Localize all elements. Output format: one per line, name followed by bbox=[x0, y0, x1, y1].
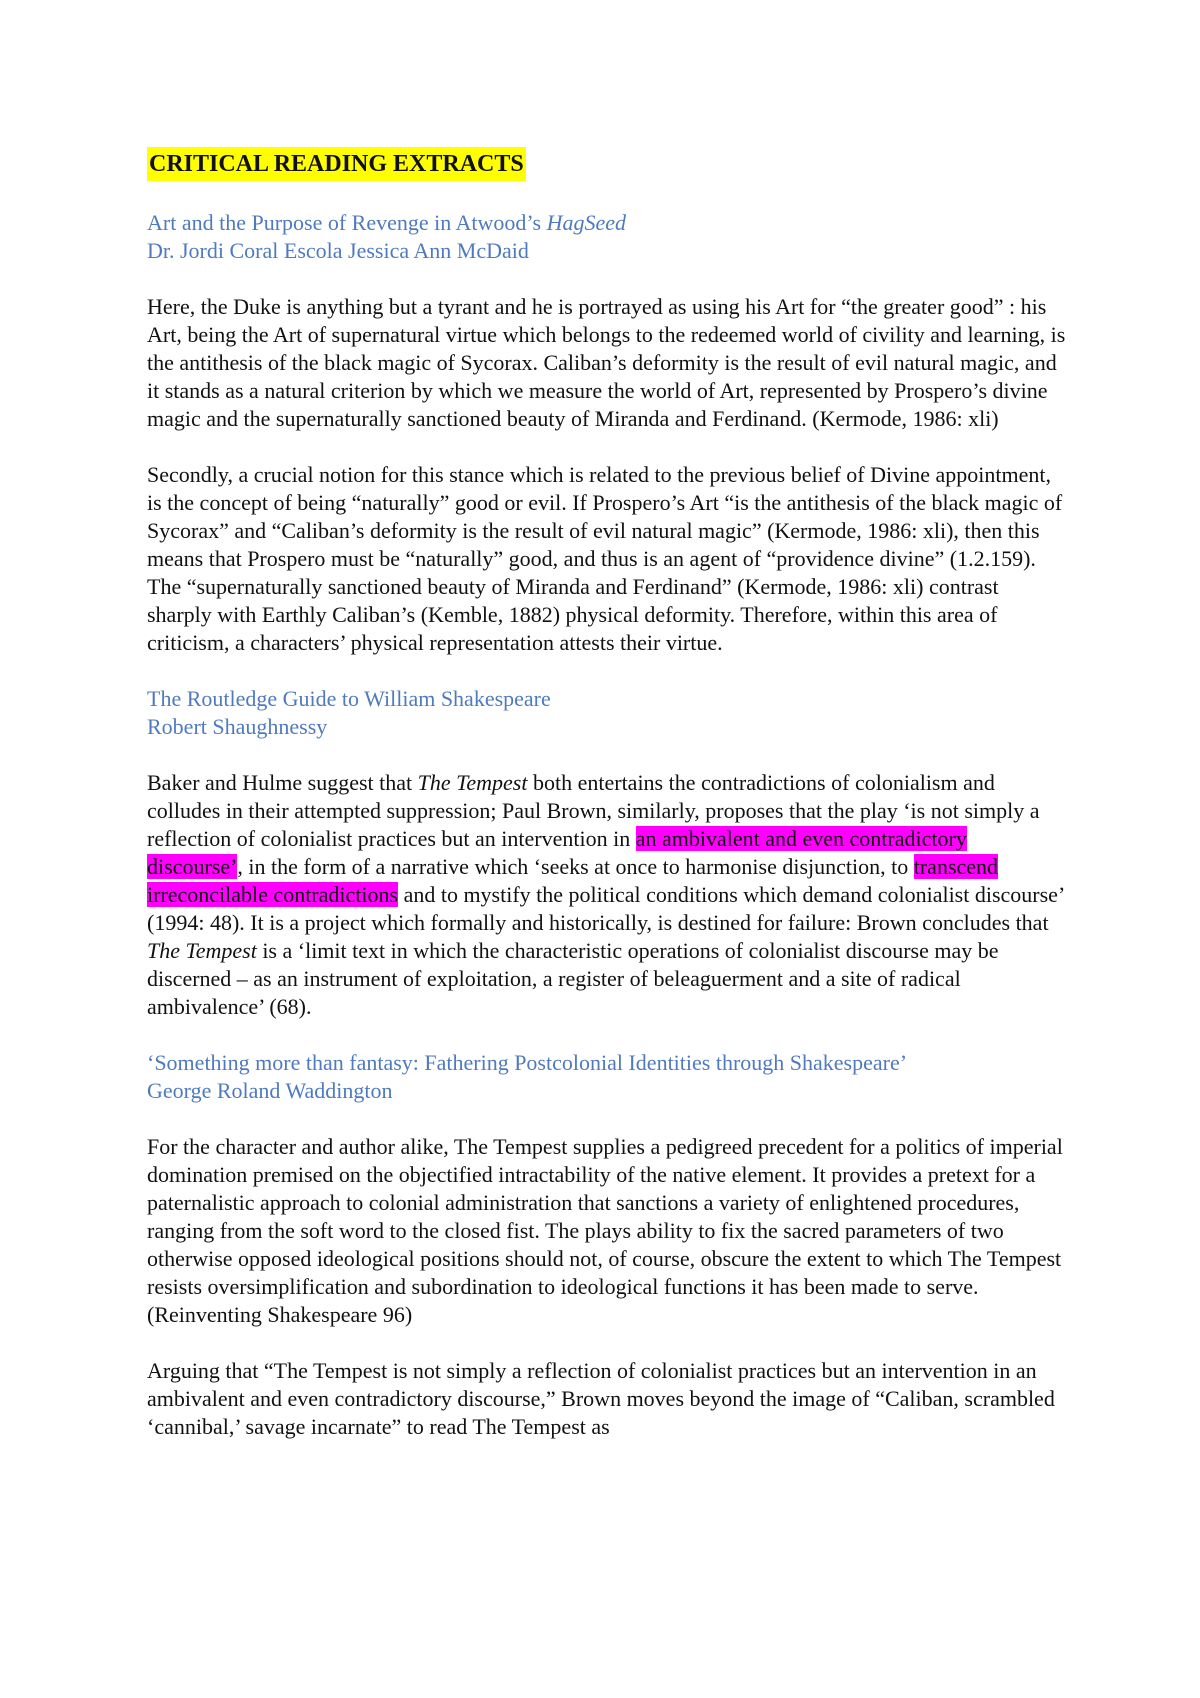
source-title: ‘Something more than fantasy: Fathering Postcolonial Identities through Shakespeare’ bbox=[147, 1050, 908, 1075]
text-run: both entertains the contradictions of colonialism and colludes in their attempted suppression; Paul Brown, similarly, proposes that the play ‘is not simply a reflection of colonialist practices but an intervention in bbox=[147, 770, 1040, 851]
italic-title: The Tempest bbox=[417, 770, 528, 795]
text-run: , in the form of a narrative which ‘seeks at once to harmonise disjunction, to bbox=[237, 854, 914, 879]
text-run: is a ‘limit text in which the characteristic operations of colonialist discourse may be discerned – as an instrument of exploitation, a register of beleaguerment and a site of radical ambivalence’ (68). bbox=[147, 938, 999, 1019]
source-title: The Routledge Guide to William Shakespeare bbox=[147, 686, 551, 711]
italic-title: The Tempest bbox=[147, 938, 257, 963]
source-title-italic: HagSeed bbox=[546, 210, 627, 235]
text-run: and to mystify the political conditions which demand colonialist discourse’ (1994: 48). It is a project which formally and historically, is destined for failure: Brown concludes that bbox=[147, 882, 1064, 935]
paragraph-3 bbox=[147, 769, 1067, 1021]
highlighted-text: an ambivalent and even contradictory discourse’ bbox=[147, 826, 967, 879]
source-heading-1 bbox=[147, 209, 1067, 265]
source-title-text: Art and the Purpose of Revenge in Atwood’s bbox=[147, 210, 547, 235]
paragraph-5: Arguing that “The Tempest is not simply a reflection of colonialist practices but an intervention in an ambivalent and even contradictory discourse,” Brown moves beyond the image of “Caliban, scrambled ‘cannibal,’ savage incarnate” to read The Tempest as bbox=[147, 1358, 1055, 1439]
paragraph-1: Here, the Duke is anything but a tyrant and he is portrayed as using his Art for “the greater good” : his Art, being the Art of supernatural virtue which belongs to the redeemed world of civility and learning, is the antithesis of the black magic of Sycorax. Caliban’s deformity is the result of evil natural magic, and it stands as a natural criterion by which we measure the world of Art, represented by Prospero’s divine magic and the supernaturally sanctioned beauty of Miranda and Ferdinand. (Kermode, 1986: xli) bbox=[147, 294, 1066, 431]
source-heading-2 bbox=[147, 685, 1067, 741]
source-author: George Roland Waddington bbox=[147, 1078, 393, 1103]
text-run: Baker and Hulme suggest that bbox=[147, 770, 418, 795]
highlighted-text: transcend irreconcilable contradictions bbox=[147, 854, 999, 907]
source-author: Robert Shaughnessy bbox=[147, 714, 328, 739]
paragraph-4: For the character and author alike, The Tempest supplies a pedigreed precedent for a politics of imperial domination premised on the objectified intractability of the native element. It provides a pretext for a paternalistic approach to colonial administration that sanctions a variety of enlightened procedures, ranging from the soft word to the closed fist. The plays ability to fix the sacred parameters of two otherwise opposed ideological positions should not, of course, obscure the extent to which The Tempest resists oversimplification and subordination to ideological functions it has been made to serve. (Reinventing Shakespeare 96) bbox=[147, 1134, 1063, 1327]
paragraph-2: Secondly, a crucial notion for this stance which is related to the previous belief of Divine appointment, is the concept of being “naturally” good or evil. If Prospero’s Art “is the antithesis of the black magic of Sycorax” and “Caliban’s deformity is the result of evil natural magic” (Kermode, 1986: xli), then this means that Prospero must be “naturally” good, and thus is an agent of “providence divine” (1.2.159). The “supernaturally sanctioned beauty of Miranda and Ferdinand” (Kermode, 1986: xli) contrast sharply with Earthly Caliban’s (Kemble, 1882) physical deformity. Therefore, within this area of criticism, a characters’ physical representation attests their virtue. bbox=[147, 462, 1063, 655]
source-heading-3 bbox=[147, 1049, 1067, 1105]
document-page bbox=[147, 147, 1067, 1469]
page-title: CRITICAL READING EXTRACTS bbox=[147, 147, 526, 181]
source-title bbox=[147, 209, 1067, 237]
source-author: Dr. Jordi Coral Escola Jessica Ann McDaid bbox=[147, 238, 529, 263]
